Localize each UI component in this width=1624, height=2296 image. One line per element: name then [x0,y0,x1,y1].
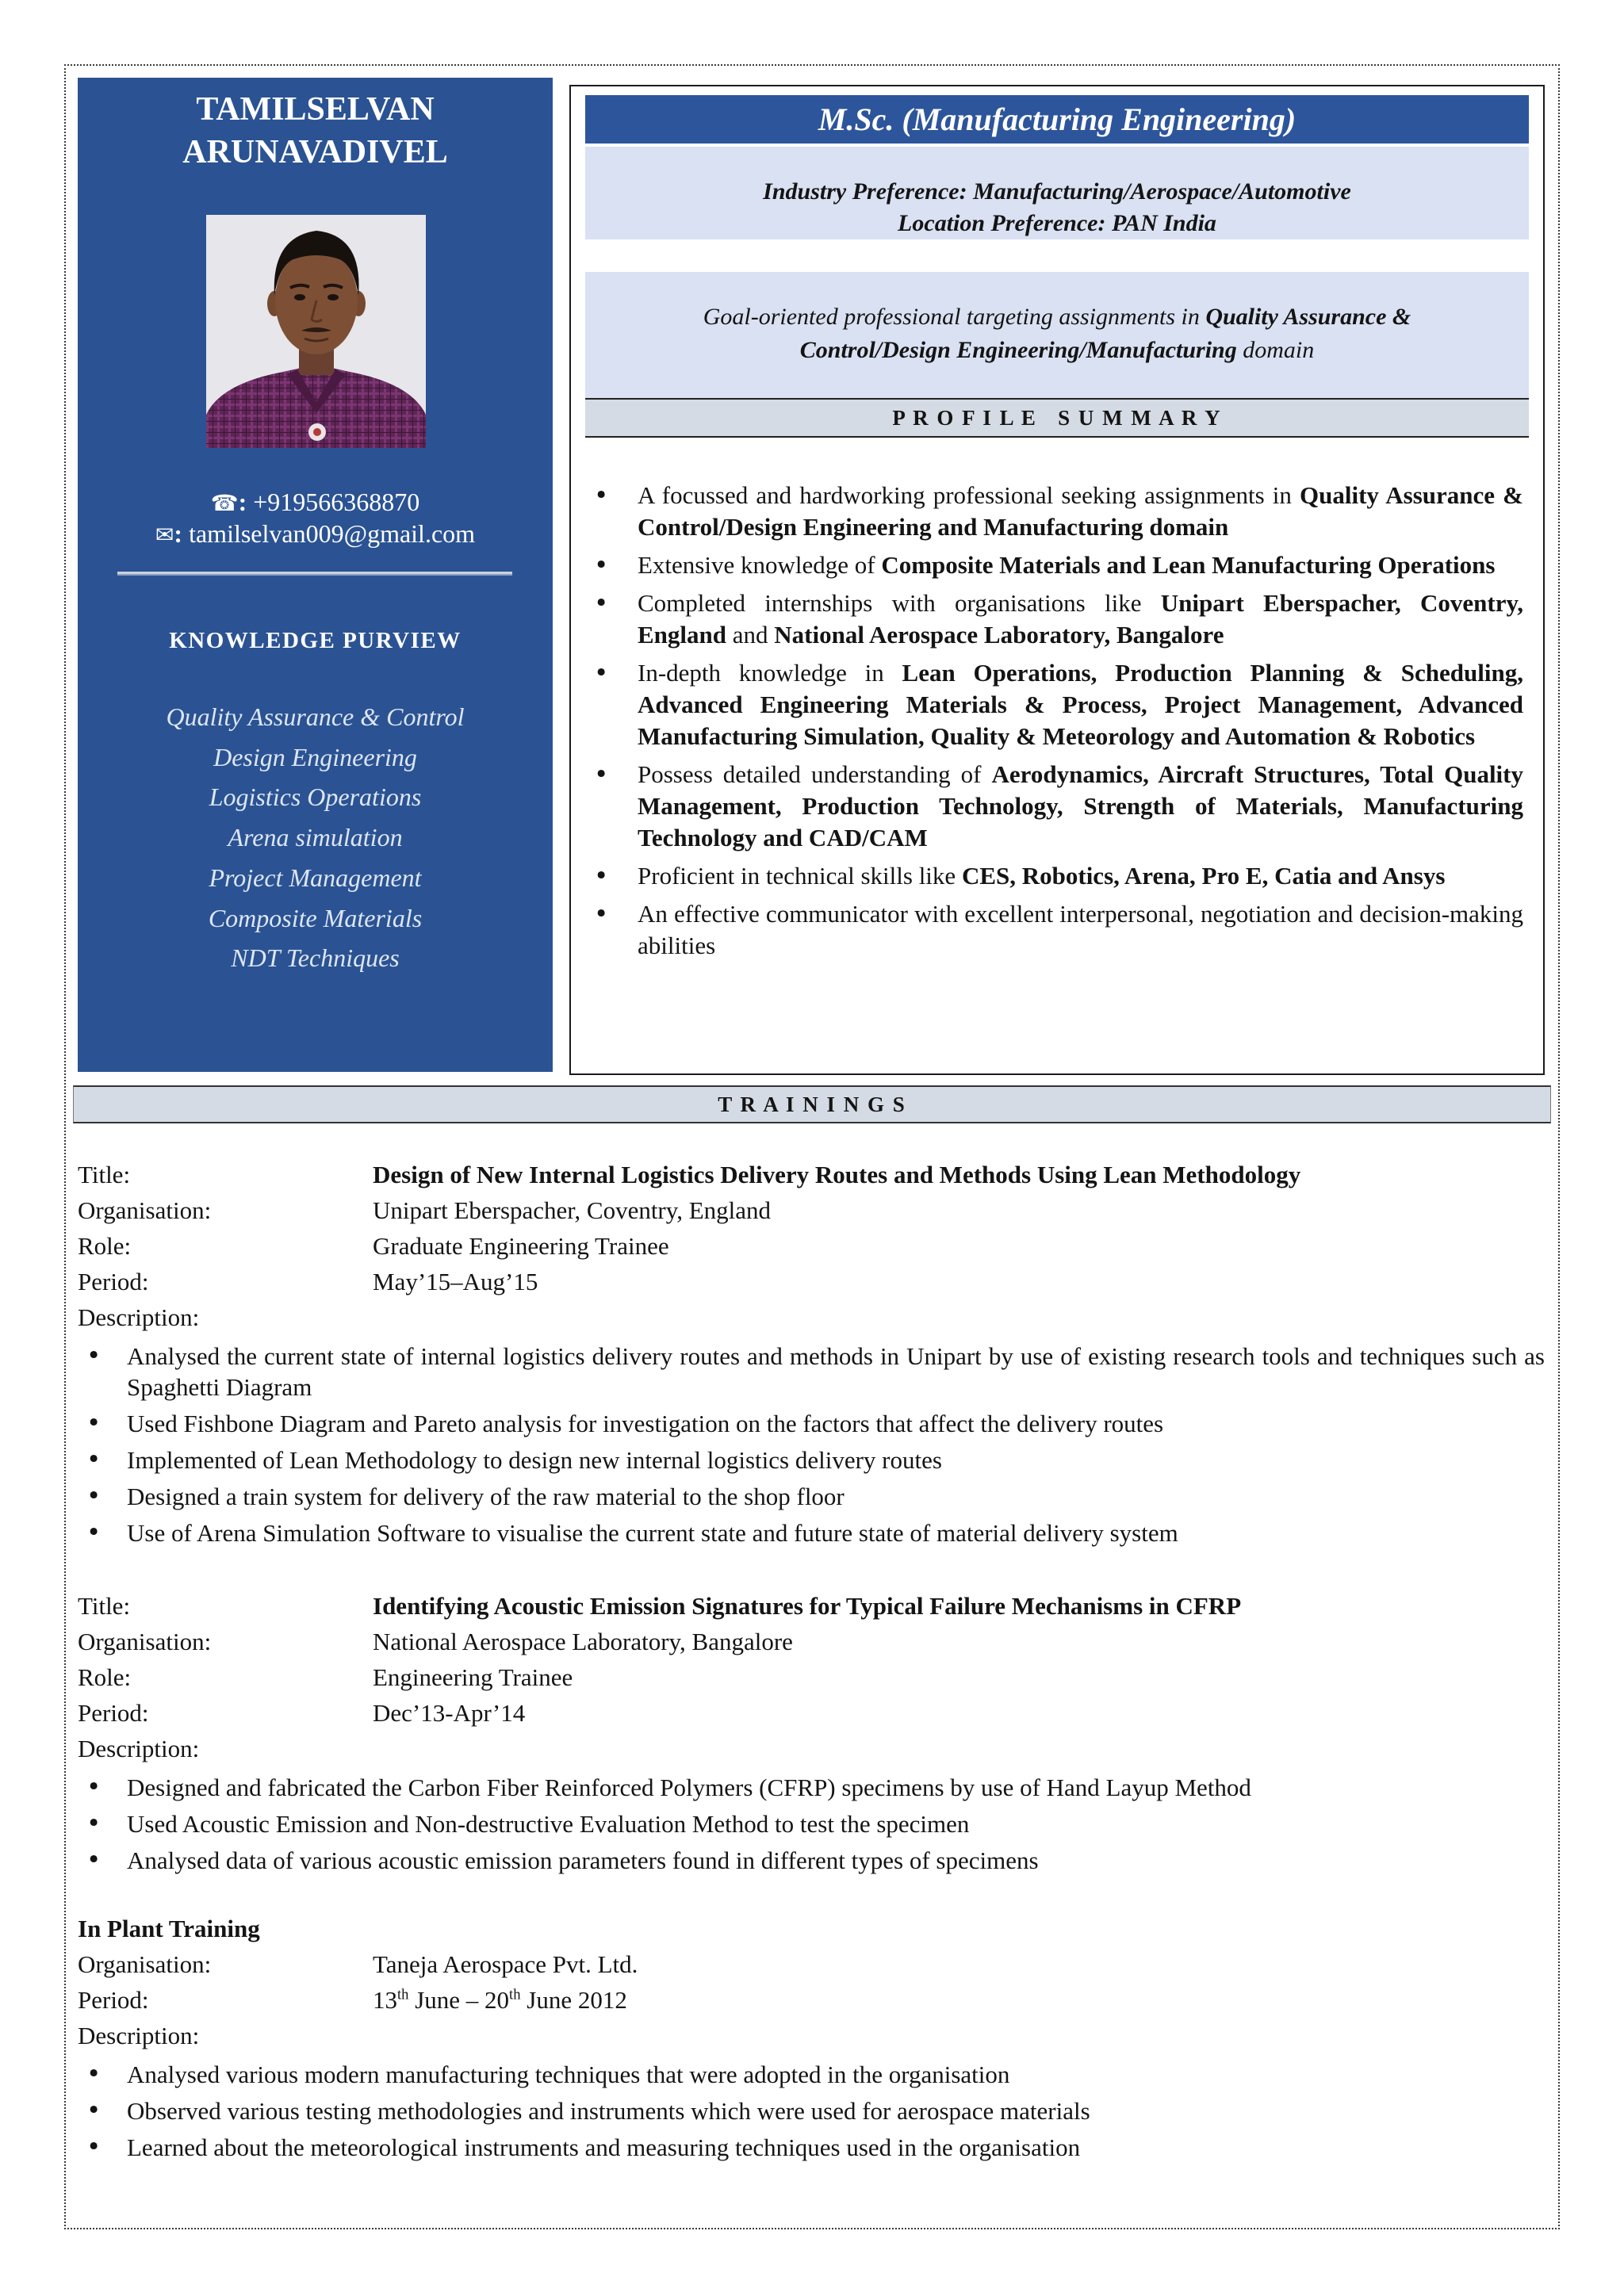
period-row [78,1695,1545,1731]
training-title-row [78,1157,1545,1192]
text-segment: Extensive knowledge of [638,551,882,579]
objective-box [585,272,1529,398]
candidate-name [78,88,553,174]
text-segment: June – 20 [408,1986,510,2014]
description-row [78,1299,1545,1335]
text-segment: Completed internships with organisations like [638,589,1161,617]
divider [117,572,512,574]
phone-separator: : [238,488,247,516]
phone-number: +919566368870 [253,488,420,516]
title-label: Title: [78,1161,131,1188]
organisation-label: Organisation: [78,1628,212,1655]
industry-preference: Industry Preference: Manufacturing/Aerospace/Automotive [763,178,1351,205]
description-item: • Designed and fabricated the Carbon Fiber Reinforced Polymers (CFRP) specimens by use of Hand Layup Method [78,1772,1545,1803]
profile-summary-item [638,759,1523,854]
profile-summary-item [638,587,1523,651]
role-value: Graduate Engineering Trainee [373,1232,669,1260]
text-segment: In-depth knowledge in [638,659,902,687]
text-segment: An effective communicator with excellent interpersonal, negotiation and decision-making abilities [638,900,1523,959]
role-label: Role: [78,1232,132,1260]
superscript-text: th [509,1986,521,2003]
contact-details [78,487,553,550]
profile-summary-item [638,860,1523,892]
bold-text: Quality Assurance & Control/Design Engineering/Manufacturing [799,304,1411,363]
period-row [78,1264,1545,1299]
knowledge-item: Arena simulation [228,823,403,852]
knowledge-item: Design Engineering [213,742,417,771]
description-item: • Analysed data of various acoustic emission parameters found in different types of specimens [78,1845,1545,1876]
period-value: Dec’13-Apr’14 [373,1699,526,1727]
description-item: • Designed a train system for delivery of the raw material to the shop floor [78,1481,1545,1512]
description-label: Description: [78,1303,200,1331]
training-title-row [78,1588,1545,1624]
organisation-value: National Aerospace Laboratory, Bangalore [373,1628,793,1655]
bold-text: Composite Materials and Lean Manufacturing Operations [881,551,1496,579]
left-sidebar-panel [78,78,553,1072]
period-label: Period: [78,1268,149,1295]
period-row [78,1982,1545,2018]
description-row [78,1731,1545,1766]
profile-summary-heading: P R O F I L E S U M M A R Y [585,398,1529,438]
knowledge-purview-heading: KNOWLEDGE PURVIEW [169,628,462,653]
bold-text: Quality Assurance & Control/Design Engineering and Manufacturing domain [638,481,1523,541]
profile-summary-item [638,549,1523,581]
description-item: • Used Fishbone Diagram and Pareto analysis for investigation on the factors that affect the delivery routes [78,1408,1545,1439]
role-row [78,1659,1545,1695]
knowledge-item: NDT Techniques [231,943,400,973]
objective-text [629,300,1485,367]
description-label: Description: [78,2022,200,2049]
organisation-label: Organisation: [78,1950,212,1978]
superscript-text: th [397,1986,409,2003]
description-label: Description: [78,1735,200,1762]
profile-summary-item [638,898,1523,962]
name-second-line: ARUNAVADIVEL [182,134,448,170]
email-line [78,519,553,550]
text-segment: Goal-oriented professional targeting assignments in [703,304,1206,330]
training-title: Design of New Internal Logistics Delivery Routes and Methods Using Lean Methodology [373,1161,1301,1188]
period-value [373,1982,1545,2018]
bold-text: Lean Operations, Production Planning & Scheduling, Advanced Engineering Materials & Process, Project Management, Advanced Manufacturing Simulation, Quality & Meteorology and Automation & Robotics [638,659,1523,750]
profile-summary-list [638,480,1523,962]
training-entry [78,1157,1545,1548]
email-separator: : [174,519,183,548]
organisation-row [78,1624,1545,1659]
title-label: Title: [78,1592,131,1620]
name-first-line: TAMILSELVAN [196,91,435,128]
training-title: Identifying Acoustic Emission Signatures for Typical Failure Mechanisms in CFRP [373,1592,1242,1620]
bold-text: Aerodynamics, Aircraft Structures, Total Quality Management, Production Technology, Strength of Materials, Manufacturing Technology and CAD/CAM [638,760,1523,851]
profile-box [569,85,1545,1075]
profile-summary-item [638,657,1523,752]
text-segment: domain [1236,337,1315,363]
description-item: • Analysed various modern manufacturing techniques that were adopted in the organisation [78,2059,1545,2090]
description-item: • Observed various testing methodologies and instruments which were used for aerospace materials [78,2095,1545,2126]
profile-summary-item [638,480,1523,543]
organisation-value: Taneja Aerospace Pvt. Ltd. [373,1950,638,1978]
role-row [78,1228,1545,1264]
description-list [78,1341,1545,1548]
phone-icon [211,490,239,516]
description-item: • Use of Arena Simulation Software to visualise the current state and future state of material delivery system [78,1517,1545,1548]
description-item: • Used Acoustic Emission and Non-destructive Evaluation Method to test the specimen [78,1808,1545,1839]
email-address: tamilselvan009@gmail.com [189,519,476,548]
envelope-icon [155,522,174,548]
knowledge-item: Quality Assurance & Control [166,702,465,731]
organisation-row [78,1946,1545,1982]
trainings-heading: T R A I N I N G S [73,1085,1551,1123]
role-label: Role: [78,1663,132,1691]
description-row [78,2018,1545,2053]
period-label: Period: [78,1986,149,2014]
organisation-label: Organisation: [78,1196,212,1224]
period-value: May’15–Aug’15 [373,1268,538,1295]
text-segment: 13 [373,1986,397,2014]
organisation-value: Unipart Eberspacher, Coventry, England [373,1196,772,1224]
location-preference: Location Preference: PAN India [898,210,1216,236]
bold-text: National Aerospace Laboratory, Bangalore [774,621,1224,649]
description-list [78,2059,1545,2163]
description-item: • Implemented of Lean Methodology to design new internal logistics delivery routes [78,1445,1545,1475]
knowledge-purview-list [78,697,553,978]
description-list [78,1772,1545,1876]
training-entry [78,1588,1545,1876]
preferences-box [585,147,1529,239]
text-segment: Proficient in technical skills like [638,862,962,890]
text-segment: A focussed and hardworking professional seeking assignments in [638,481,1300,509]
organisation-row [78,1192,1545,1228]
text-segment: June 2012 [520,1986,627,2014]
description-item: • Learned about the meteorological instruments and measuring techniques used in the organisation [78,2132,1545,2163]
bold-text: CES, Robotics, Arena, Pro E, Catia and Ansys [961,862,1446,890]
in-plant-training-heading-row [78,1911,1545,1946]
knowledge-item: Logistics Operations [209,783,422,812]
knowledge-item: Composite Materials [208,903,423,932]
phone-line [78,487,553,519]
text-segment: Possess detailed understanding of [638,760,992,788]
role-value: Engineering Trainee [373,1663,573,1691]
training-entry [78,1911,1545,2163]
knowledge-item: Project Management [209,863,422,892]
trainings-section [78,1157,1545,2163]
profile-photo [206,215,426,448]
description-item: • Analysed the current state of internal logistics delivery routes and methods in Unipart by use of existing research tools and techniques such as Spaghetti Diagram [78,1341,1545,1402]
bold-text: Unipart Eberspacher, Coventry, England [638,589,1523,649]
in-plant-training-heading: In Plant Training [78,1915,260,1942]
text-segment: and [726,621,775,649]
degree-title: M.Sc. (Manufacturing Engineering) [585,95,1529,144]
period-label: Period: [78,1699,149,1727]
